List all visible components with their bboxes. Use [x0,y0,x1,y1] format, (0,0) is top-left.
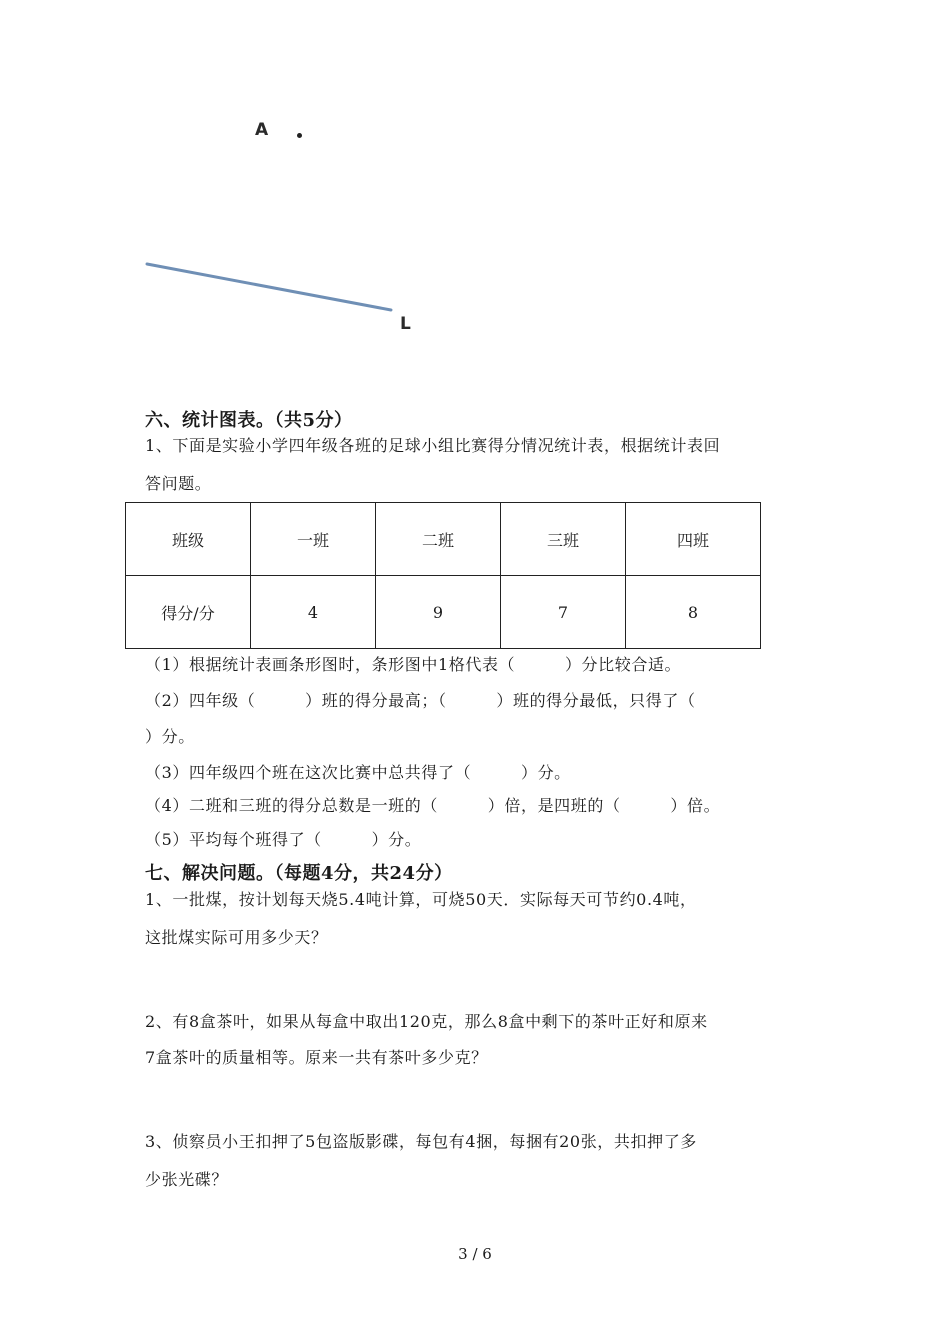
problem-2-line2: 7盒茶叶的质量相等。原来一共有茶叶多少克？ [145,1048,488,1067]
point-a-dot [297,133,302,138]
table-header-label: 班级 [126,503,251,576]
table-row-label: 得分/分 [126,576,251,649]
section6-sub-4: （4）二班和三班的得分总数是一班的（ ）倍，是四班的（ ）倍。 [145,796,721,815]
table-class-1: 一班 [251,503,376,576]
table-class-4: 四班 [626,503,761,576]
problem-1-line2: 这批煤实际可用多少天？ [145,928,328,947]
table-score-1: 4 [251,576,376,649]
table-class-2: 二班 [376,503,501,576]
section6-heading: 六、统计图表。（共5分） [145,410,353,431]
section6-q1-line1: 1、下面是实验小学四年级各班的足球小组比赛得分情况统计表，根据统计表回 [145,436,721,455]
table-class-3: 三班 [501,503,626,576]
problem-3-line1: 3、侦察员小王扣押了5包盗版影碟，每包有4捆，每捆有20张，共扣押了多 [145,1132,697,1151]
problem-3-line2: 少张光碟？ [145,1170,229,1189]
table-score-3: 7 [501,576,626,649]
problem-2-line1: 2、有8盒茶叶，如果从每盒中取出120克，那么8盒中剩下的茶叶正好和原来 [145,1012,708,1031]
table-score-2: 9 [376,576,501,649]
section6-sub-2: （2）四年级（ ）班的得分最高；（ ）班的得分最低，只得了（ [145,691,696,710]
section6-q1-line2: 答问题。 [145,474,212,493]
table-score-row [126,576,761,649]
section6-sub-2-cont: ）分。 [145,727,195,746]
section7-heading: 七、解决问题。（每题4分，共24分） [145,863,453,884]
page-number: 3 / 6 [458,1245,492,1263]
line-l [140,255,400,315]
section6-sub-1: （1）根据统计表画条形图时，条形图中1格代表（ ）分比较合适。 [145,655,682,674]
section6-sub-5: （5）平均每个班得了（ ）分。 [145,830,422,849]
section6-sub-3: （3）四年级四个班在这次比赛中总共得了（ ）分。 [145,763,571,782]
table-score-4: 8 [626,576,761,649]
score-table [125,502,761,649]
point-a-label: A [255,120,269,140]
line-l-label: L [400,314,411,334]
problem-1-line1: 1、一批煤，按计划每天烧5.4吨计算，可烧50天．实际每天可节约0.4吨， [145,890,697,909]
line-l-segment [147,264,391,310]
table-header-row [126,503,761,576]
